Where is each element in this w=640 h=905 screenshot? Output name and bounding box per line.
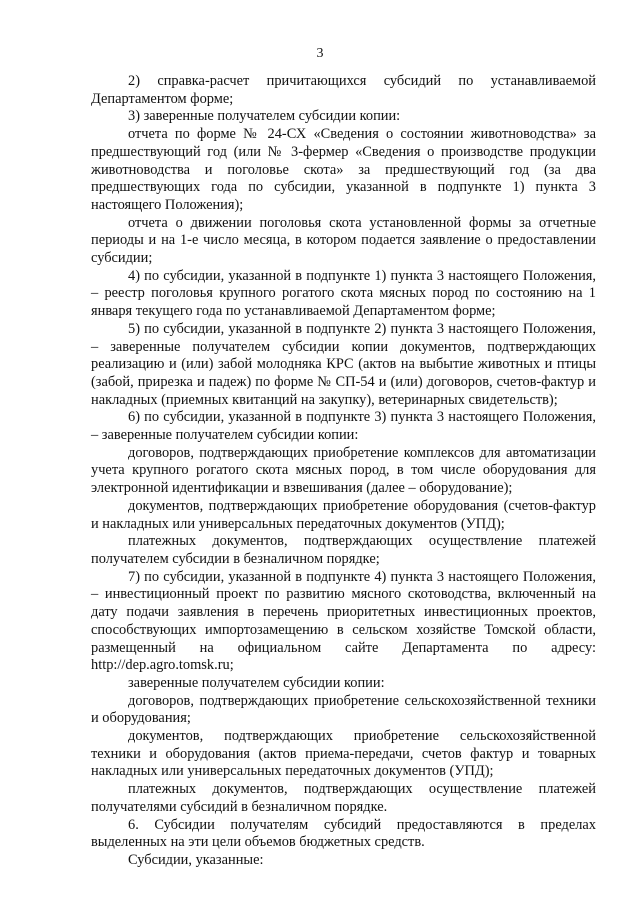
paragraph-section-6: 6. Субсидии получателям субсидий предоставляются в пределах выделенных на эти цели объемов бюджетных средств. bbox=[91, 816, 596, 851]
paragraph-documents-machinery: документов, подтверждающих приобретение сельскохозяйственной техники и оборудования (актов приема-передачи, счетов фактур и товарных накладных или универсальных передаточных документов (УПД); bbox=[91, 728, 596, 780]
paragraph-item-4: 4) по субсидии, указанной в подпункте 1) пункта 3 настоящего Положения, – реестр поголовья крупного рогатого скота мясных пород по состоянию на 1 января текущего года по устанавливаемой Департаментом форме; bbox=[91, 267, 596, 320]
paragraph-payment-documents-recipients: платежных документов, подтверждающих осуществление платежей получателями субсидий в безналичном порядке. bbox=[91, 781, 596, 815]
paragraph-report-24sx: отчета по форме № 24-СХ «Сведения о состоянии животноводства» за предшествующий год (или № 3-фермер «Сведения о производстве продукции животноводства и поголовье скота» за предшествующий год (за два предшествующих года по субсидии, указанной в подпункте 1) пункта 3 настоящего Положения); bbox=[91, 126, 596, 213]
paragraph-item-3: 3) заверенные получателем субсидии копии: bbox=[128, 108, 401, 125]
paragraph-contracts-automation: договоров, подтверждающих приобретение комплексов для автоматизации учета крупного рогатого скота мясных пород, в том числе оборудования для электронной идентификации и взвешивания (далее – оборудование); bbox=[91, 444, 596, 497]
paragraph-item-7: 7) по субсидии, указанной в подпункте 4) пункта 3 настоящего Положения, – инвестиционный проект по развитию мясного скотоводства, включенный на дату подачи заявления в перечень приоритетных инвестиционных проектов, способствующих импортозамещению в сельском хозяйстве Томской области, размещенный на официальном сайте Департамента по адресу: http://dep.agro.tomsk.ru; bbox=[91, 568, 596, 674]
paragraph-item-2: 2) справка-расчет причитающихся субсидий по устанавливаемой Департаментом форме; bbox=[91, 73, 596, 107]
paragraph-item-6: 6) по субсидии, указанной в подпункте 3) пункта 3 настоящего Положения, – заверенные получателем субсидии копии: bbox=[91, 409, 596, 444]
paragraph-contracts-machinery: договоров, подтверждающих приобретение сельскохозяйственной техники и оборудования; bbox=[91, 692, 596, 727]
paragraph-certified-copies: заверенные получателем субсидии копии: bbox=[128, 674, 385, 691]
paragraph-payment-documents: платежных документов, подтверждающих осуществление платежей получателем субсидии в безналичном порядке; bbox=[91, 533, 596, 567]
paragraph-subsidies-specified: Субсидии, указанные: bbox=[128, 851, 264, 868]
paragraph-item-5: 5) по субсидии, указанной в подпункте 2) пункта 3 настоящего Положения, – заверенные получателем субсидии копии документов, подтверждающих реализацию и (или) забой молодняка КРС (актов на выбытие животных и птицы (забой, прирезка и падеж) по форме № СП-54 и (или) договоров, счетов-фактур и накладных (приемных квитанций на закупку), ветеринарных свидетельств); bbox=[91, 320, 596, 408]
paragraph-report-livestock-movement: отчета о движении поголовья скота установленной формы за отчетные периоды и на 1-е число месяца, в котором подается заявление о предоставлении субсидии; bbox=[91, 214, 596, 267]
page-number: 3 bbox=[316, 46, 324, 61]
document-body bbox=[91, 73, 596, 870]
paragraph-documents-equipment: документов, подтверждающих приобретение оборудования (счетов-фактур и накладных или универсальных передаточных документов (УПД); bbox=[91, 497, 596, 532]
